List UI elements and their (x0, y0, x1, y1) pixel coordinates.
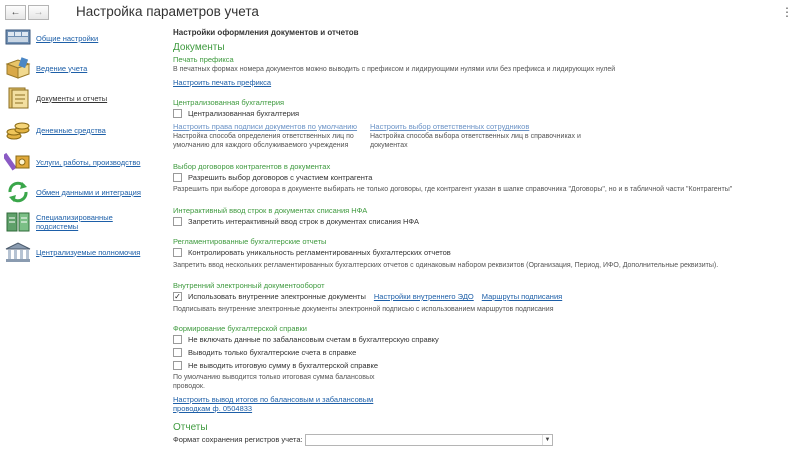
sidebar-item-label: Специализированные подсистемы (36, 213, 113, 231)
tools-icon (4, 150, 32, 174)
servers-icon (4, 210, 32, 234)
edo-checkbox[interactable] (173, 292, 182, 301)
signature-rights-description: Настройка способа определения ответственных лиц по умолчанию для каждого обслуживаемого учреждения (173, 133, 354, 149)
section-reports-title: Отчеты (173, 422, 208, 433)
sidebar-item-money[interactable] (4, 118, 106, 142)
sidebar-item-label: Ведение учета (36, 63, 88, 73)
sidebar-item-label: Услуги, работы, производство (36, 157, 141, 167)
edo-title: Внутренний электронный документооборот (173, 281, 325, 290)
only-accounting-accounts-checkbox[interactable] (173, 348, 182, 357)
contracts-title: Выбор договоров контрагентов в документах (173, 162, 331, 171)
register-format-select[interactable] (305, 434, 553, 446)
checkbox-label: Использовать внутренние электронные документы (188, 292, 366, 301)
arrow-left-icon: ← (10, 7, 21, 18)
checkbox-label: Разрешить выбор договоров с участием контрагента (188, 173, 373, 182)
sidebar-item-label: Документы и отчеты (36, 93, 108, 103)
sidebar-item-label: Обмен данными и интеграция (36, 187, 141, 197)
print-prefix-description: В печатных формах номера документов можно выводить с префиксом и лидирующими нулями или без префикса и лидирующих нулей (173, 66, 616, 73)
certificate-totals-link[interactable]: Настроить вывод итогов по балансовым и забалансовым проводкам ф. 0504833 (173, 395, 374, 413)
sidebar-item-exchange[interactable] (4, 180, 141, 204)
sidebar-item-documents[interactable] (4, 86, 107, 110)
coins-icon (4, 118, 32, 142)
certificate-cb1-row[interactable] (173, 335, 439, 344)
back-button[interactable] (5, 5, 26, 20)
forward-button[interactable] (28, 5, 49, 20)
contracts-description: Разрешить при выборе договора в документе выбирать не только договоры, где контрагент указан в шапке справочника "Договоры", но и в табличной части "Контрагенты" (173, 186, 733, 193)
checkmark-icon: ✓ (174, 292, 181, 301)
certificate-cb2-row[interactable] (173, 348, 356, 357)
checkbox-label: Централизованная бухгалтерия (188, 109, 300, 118)
responsible-staff-description: Настройка способа выбора ответственных лиц в справочниках и документах (370, 133, 581, 149)
hide-total-checkbox[interactable] (173, 361, 182, 370)
certificate-description: По умолчанию выводится только итоговая сумма балансовых проводок. (173, 374, 375, 390)
sync-arrows-icon (4, 180, 32, 204)
documents-icon (4, 86, 32, 110)
page-title: Настройки оформления документов и отчетов (173, 28, 359, 37)
nfa-checkbox-row[interactable] (173, 217, 419, 226)
reports-checkbox-row[interactable] (173, 248, 451, 257)
institution-building-icon (4, 240, 32, 264)
responsible-staff-link[interactable]: Настроить выбор ответственных сотрудников (370, 122, 530, 131)
navigation-buttons (5, 5, 49, 20)
nfa-checkbox[interactable] (173, 217, 182, 226)
reports-description: Запретить ввод нескольких регламентированных бухгалтерских отчетов с одинаковым набором реквизитов (Организация, Период, ИФО, Дополнительные реквизиты). (173, 262, 719, 269)
print-prefix-title: Печать префикса (173, 55, 234, 64)
sidebar-item-label: Денежные средства (36, 125, 106, 135)
sidebar-item-accounting[interactable] (4, 56, 87, 80)
arrow-right-icon: → (33, 7, 44, 18)
checkbox-label: Контролировать уникальность регламентированных бухгалтерских отчетов (188, 248, 451, 257)
checkbox-label: Не включать данные по забалансовым счетам в бухгалтерскую справку (188, 335, 439, 344)
reports-title: Регламентированные бухгалтерские отчеты (173, 237, 327, 246)
edo-checkbox-row[interactable] (173, 292, 562, 301)
exclude-offbalance-checkbox[interactable] (173, 335, 182, 344)
signature-rights-link[interactable]: Настроить права подписи документов по умолчанию (173, 122, 358, 131)
certificate-title: Формирование бухгалтерской справки (173, 324, 308, 333)
window-title: Настройка параметров учета (76, 4, 259, 19)
edo-description: Подписывать внутренние электронные документы электронной подписью с использованием маршрутов подписания (173, 306, 554, 313)
centralized-accounting-checkbox[interactable] (173, 109, 182, 118)
centralized-accounting-checkbox-row[interactable] (173, 109, 299, 118)
centralized-accounting-title: Централизованная бухгалтерия (173, 98, 285, 107)
checkbox-label: Запретить интерактивный ввод строк в документах списания НФА (188, 217, 419, 226)
section-documents-title: Документы (173, 42, 225, 53)
chevron-down-icon[interactable]: ▼ (542, 435, 552, 445)
sidebar-item-services[interactable] (4, 150, 140, 174)
sidebar-item-powers[interactable] (4, 240, 140, 264)
ledger-book-icon (4, 56, 32, 80)
nfa-title: Интерактивный ввод строк в документах списания НФА (173, 206, 368, 215)
certificate-cb3-row[interactable] (173, 361, 378, 370)
contracts-checkbox-row[interactable] (173, 173, 372, 182)
contracts-checkbox[interactable] (173, 173, 182, 182)
edo-settings-link[interactable]: Настройки внутреннего ЭДО (373, 292, 474, 301)
reports-uniqueness-checkbox[interactable] (173, 248, 182, 257)
sidebar-item-general[interactable] (4, 26, 98, 50)
more-options-button[interactable]: ⋮ (781, 5, 792, 19)
signing-routes-link[interactable]: Маршруты подписания (481, 292, 563, 301)
sidebar-item-subsystems[interactable] (4, 210, 146, 234)
sidebar-item-label: Централизуемые полномочия (36, 247, 141, 257)
settings-panel-icon (4, 26, 32, 50)
print-prefix-link[interactable]: Настроить печать префикса (173, 78, 272, 87)
checkbox-label: Выводить только бухгалтерские счета в справке (188, 348, 357, 357)
checkbox-label: Не выводить итоговую сумму в бухгалтерской справке (188, 361, 379, 370)
sidebar-item-label: Общие настройки (36, 33, 99, 43)
format-label: Формат сохранения регистров учета: (173, 435, 303, 444)
